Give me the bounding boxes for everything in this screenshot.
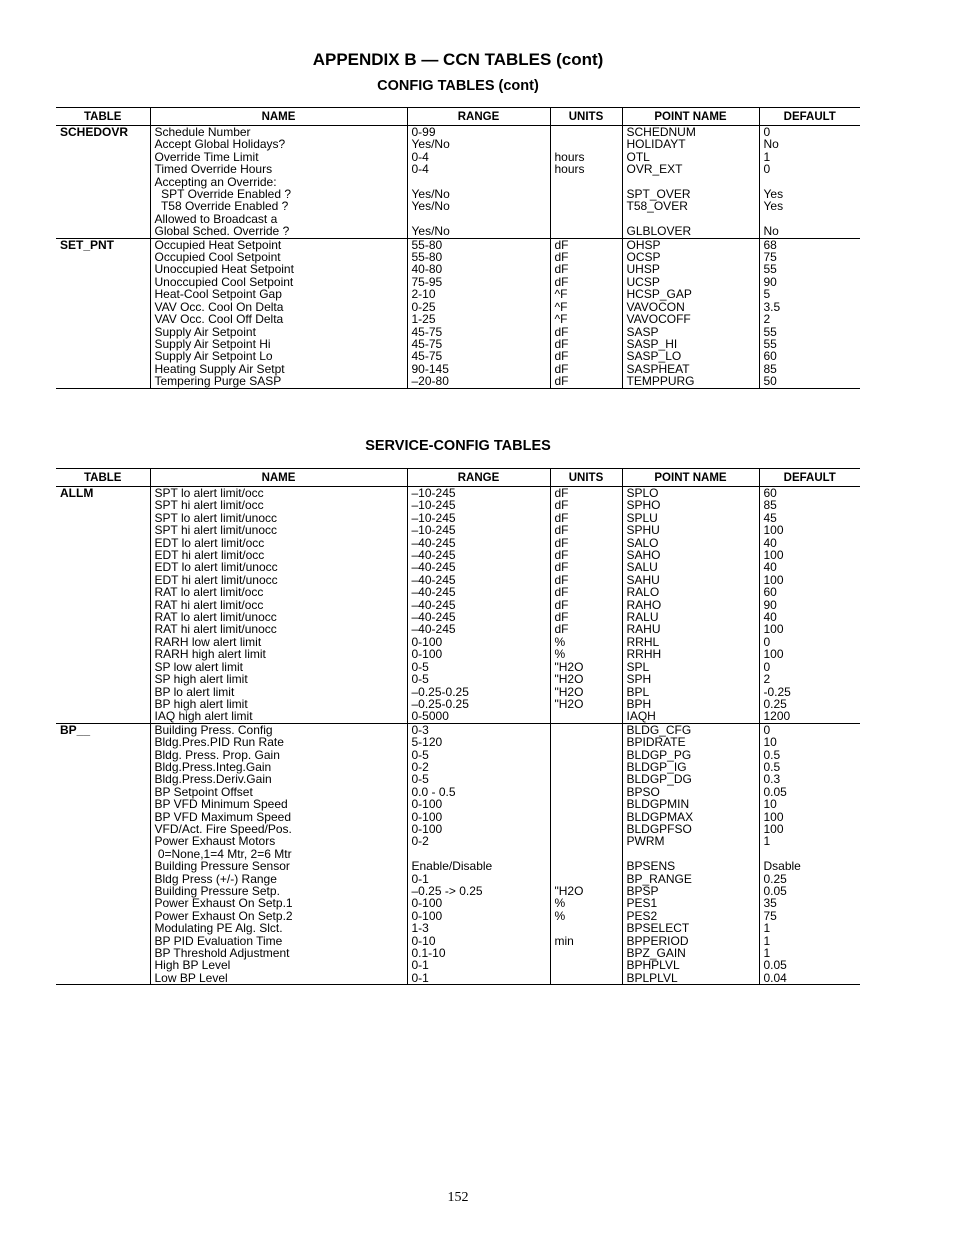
col-header-default: DEFAULT — [759, 469, 860, 487]
units-cell: dF dF dF dF dF dF dF dF dF dF dF dF % % "H2O "H2O "H2O "H2O — [550, 487, 622, 724]
table-row-allm — [56, 487, 860, 724]
units-cell: "H2O % % min — [550, 723, 622, 985]
config-tables — [56, 107, 860, 389]
col-header-units: UNITS — [550, 469, 622, 487]
page-number: 152 — [447, 1190, 469, 1205]
table-name: SET_PNT — [56, 238, 150, 388]
default-cell: 68 75 55 90 5 3.5 2 55 55 60 85 50 — [759, 238, 860, 388]
point-name-cell: SPLO SPHO SPLU SPHU SALO SAHO SALU SAHU RALO RAHO RALU RAHU RRHL RRHH SPL SPH BPL BPH IAQH — [622, 487, 759, 724]
col-header-name: NAME — [150, 469, 407, 487]
name-cell: Building Press. Config Bldg.Pres.PID Run Rate Bldg. Press. Prop. Gain Bldg.Press.Integ.Gain Bldg.Press.Deriv.Gain BP Setpoint Offset BP VFD Minimum Speed BP VFD Maximum Speed VFD/Act. Fire Speed/Pos. Power Exhaust Motors 0=None,1=4 Mtr, 2=6 Mtr Building Pressure Sensor Bldg Press (+/-) Range Building Pressure Setp. Power Exhaust On Setp.1 Power Exhaust On Setp.2 Modulating PE Alg. Slct. BP PID Evaluation Time BP Threshold Adjustment High BP Level Low BP Level — [150, 723, 407, 985]
range-cell: 0-3 5-120 0-5 0-2 0-5 0.0 - 0.5 0-100 0-100 0-100 0-2 Enable/Disable 0-1 –0.25 -> 0.25 0-100 0-100 1-3 0-10 0.1-10 0-1 0-1 — [407, 723, 550, 985]
page-title: APPENDIX B — CCN TABLES (cont) — [312, 50, 604, 69]
name-cell: Occupied Heat Setpoint Occupied Cool Setpoint Unoccupied Heat Setpoint Unoccupied Cool Setpoint Heat-Cool Setpoint Gap VAV Occ. Cool On Delta VAV Occ. Cool Off Delta Supply Air Setpoint Supply Air Setpoint Hi Supply Air Setpoint Lo Heating Supply Air Setpt Tempering Purge SASP — [150, 238, 407, 388]
default-cell: 0 No 1 0 Yes Yes No — [759, 126, 860, 239]
range-cell: –10-245 –10-245 –10-245 –10-245 –40-245 –40-245 –40-245 –40-245 –40-245 –40-245 –40-245 –40-245 0-100 0-100 0-5 0-5 –0.25-0.25 –0.25-0.25 0-5000 — [407, 487, 550, 724]
col-header-range: RANGE — [407, 108, 550, 126]
col-header-table: TABLE — [56, 108, 150, 126]
service-config-tables-title: SERVICE-CONFIG TABLES — [365, 438, 551, 454]
default-cell: 60 85 45 100 40 100 40 100 60 90 40 100 0 100 0 2 -0.25 0.25 1200 — [759, 487, 860, 724]
col-header-name: NAME — [150, 108, 407, 126]
point-name-cell: BLDG_CFG BPIDRATE BLDGP_PG BLDGP_IG BLDGP_DG BPSO BLDGPMIN BLDGPMAX BLDGPFSO PWRM BPSENS BP_RANGE BPSP PES1 PES2 BPSELECT BPPERIOD BPZ_GAIN BPHPLVL BPLPLVL — [622, 723, 759, 985]
table-row-bp — [56, 723, 860, 985]
name-cell: SPT lo alert limit/occ SPT hi alert limit/occ SPT lo alert limit/unocc SPT hi alert limit/unocc EDT lo alert limit/occ EDT hi alert limit/occ EDT lo alert limit/unocc EDT hi alert limit/unocc RAT lo alert limit/occ RAT hi alert limit/occ RAT lo alert limit/unocc RAT hi alert limit/unocc RARH low alert limit RARH high alert limit SP low alert limit SP high alert limit BP lo alert limit BP high alert limit IAQ high alert limit — [150, 487, 407, 724]
col-header-units: UNITS — [550, 108, 622, 126]
default-cell: 0 10 0.5 0.5 0.3 0.05 10 100 100 1 Dsable 0.25 0.05 35 75 1 1 1 0.05 0.04 — [759, 723, 860, 985]
header-row — [56, 469, 860, 487]
units-cell: dF dF dF dF ^F ^F ^F dF dF dF dF dF — [550, 238, 622, 388]
col-header-range: RANGE — [407, 469, 550, 487]
table-name: BP__ — [56, 723, 150, 985]
col-header-table: TABLE — [56, 469, 150, 487]
point-name-cell: SCHEDNUM HOLIDAYT OTL OVR_EXT SPT_OVER T58_OVER GLBLOVER — [622, 126, 759, 239]
table-name: ALLM — [56, 487, 150, 724]
col-header-point-name: POINT NAME — [622, 108, 759, 126]
name-cell: Schedule Number Accept Global Holidays? Override Time Limit Timed Override Hours Accepting an Override: SPT Override Enabled ? T58 Override Enabled ? Allowed to Broadcast a Global Sched. Override ? — [150, 126, 407, 239]
range-cell: 55-80 55-80 40-80 75-95 2-10 0-25 1-25 45-75 45-75 45-75 90-145 –20-80 — [407, 238, 550, 388]
header-row — [56, 108, 860, 126]
table-row-schedovr — [56, 126, 860, 239]
table-row-set-pnt — [56, 238, 860, 388]
col-header-point-name: POINT NAME — [622, 469, 759, 487]
units-cell: hours hours — [550, 126, 622, 239]
range-cell: 0-99 Yes/No 0-4 0-4 Yes/No Yes/No Yes/No — [407, 126, 550, 239]
config-tables-title: CONFIG TABLES (cont) — [377, 78, 539, 94]
table-name: SCHEDOVR — [56, 126, 150, 239]
service-config-tables — [56, 468, 860, 985]
point-name-cell: OHSP OCSP UHSP UCSP HCSP_GAP VAVOCON VAVOCOFF SASP SASP_HI SASP_LO SASPHEAT TEMPPURG — [622, 238, 759, 388]
col-header-default: DEFAULT — [759, 108, 860, 126]
